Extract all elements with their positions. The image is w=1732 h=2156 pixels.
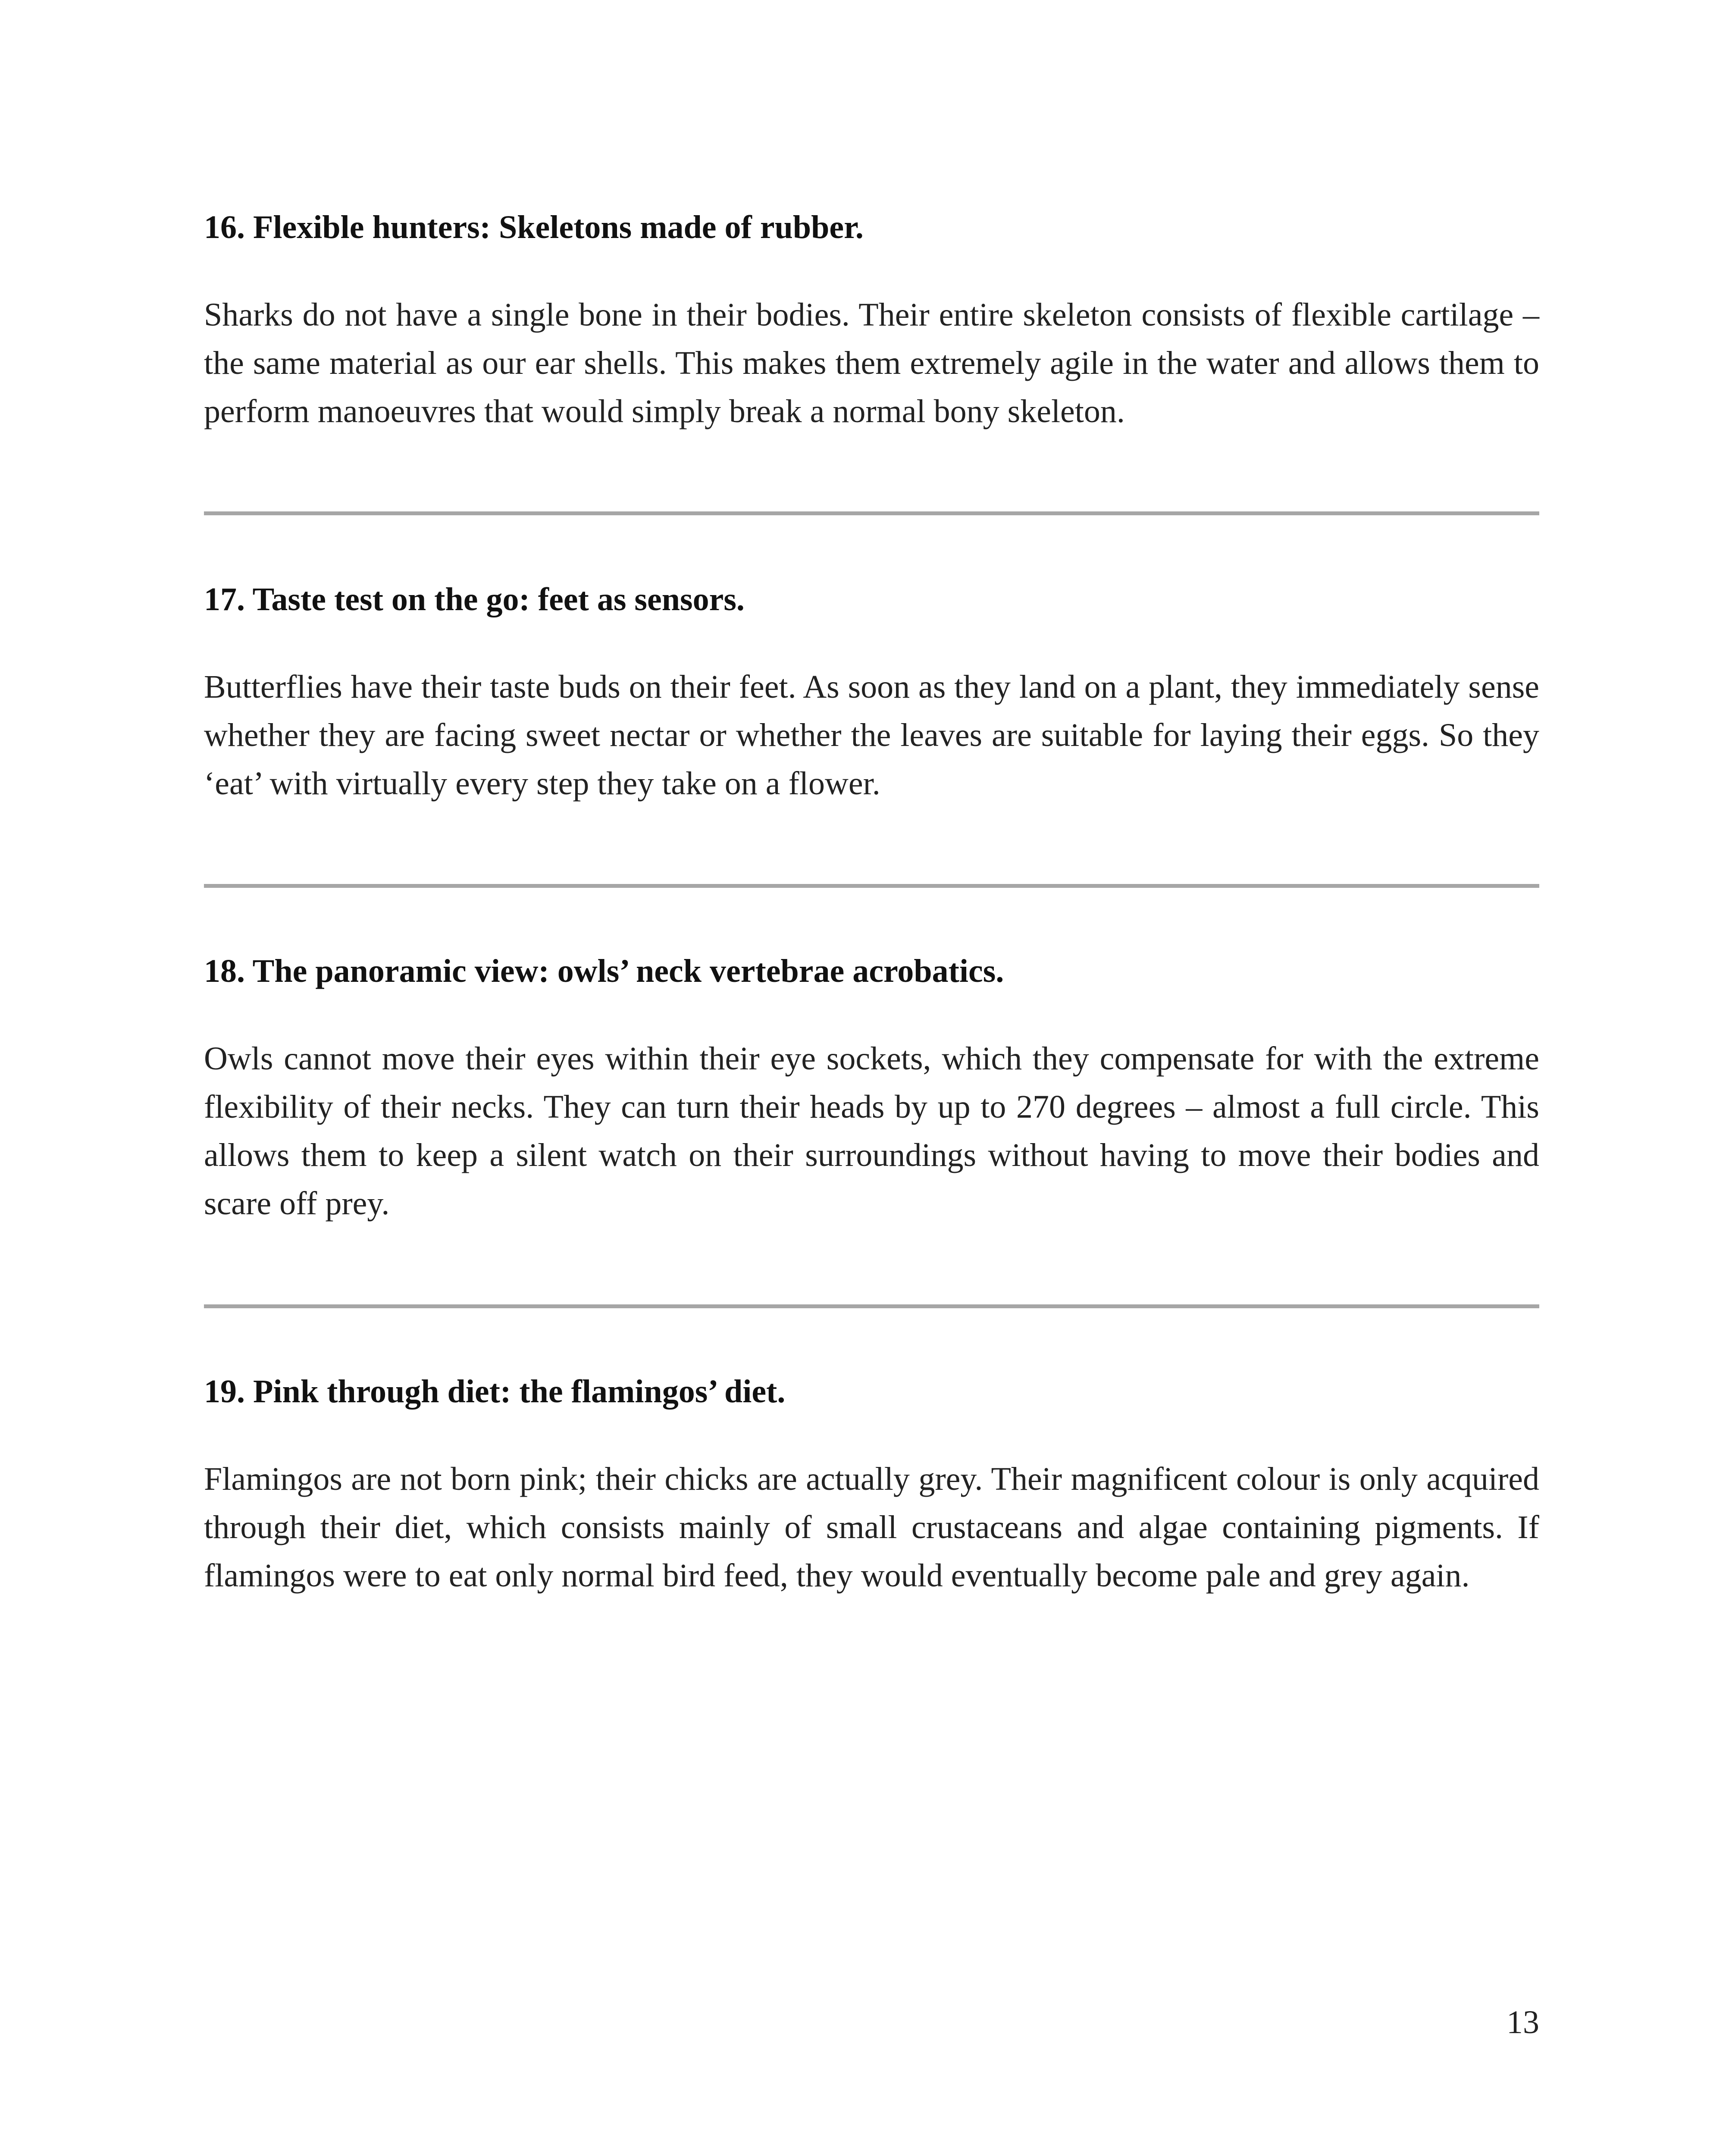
section-body: Sharks do not have a single bone in their bodies. Their entire skeleton consists of flexible cartilage – the same material as our ear shells. This makes them extremely agile in the water and allows them to perform manoeuvres that would simply break a normal bony skeleton. xyxy=(204,297,1539,429)
section-divider xyxy=(204,511,1539,515)
section-18 xyxy=(204,946,1539,1228)
section-heading: 16. Flexible hunters: Skeletons made of rubber. xyxy=(204,209,864,245)
document-page xyxy=(204,0,1539,2156)
section-body: Owls cannot move their eyes within their eye sockets, which they compensate for with the extreme flexibility of their necks. They can turn their heads by up to 270 degrees – almost a full circle. This allows them to keep a silent watch on their surroundings without having to move their bodies and scare off prey. xyxy=(204,1040,1539,1222)
section-17 xyxy=(204,575,1539,808)
section-19 xyxy=(204,1367,1539,1600)
section-heading: 18. The panoramic view: owls’ neck vertebrae acrobatics. xyxy=(204,953,1004,989)
section-body: Butterflies have their taste buds on their feet. As soon as they land on a plant, they immediately sense whether they are facing sweet nectar or whether the leaves are suitable for laying their eggs. So they ‘eat’ with virtually every step they take on a flower. xyxy=(204,669,1539,802)
section-divider xyxy=(204,1304,1539,1308)
section-heading: 17. Taste test on the go: feet as sensors. xyxy=(204,581,745,617)
section-16 xyxy=(204,203,1539,436)
section-divider xyxy=(204,884,1539,888)
section-heading: 19. Pink through diet: the flamingos’ diet. xyxy=(204,1373,786,1410)
page-number: 13 xyxy=(1506,2004,1539,2040)
section-body: Flamingos are not born pink; their chicks are actually grey. Their magnificent colour is only acquired through their diet, which consists mainly of small crustaceans and algae containing pigments. If flamingos were to eat only normal bird feed, they would eventually become pale and grey again. xyxy=(204,1461,1539,1594)
